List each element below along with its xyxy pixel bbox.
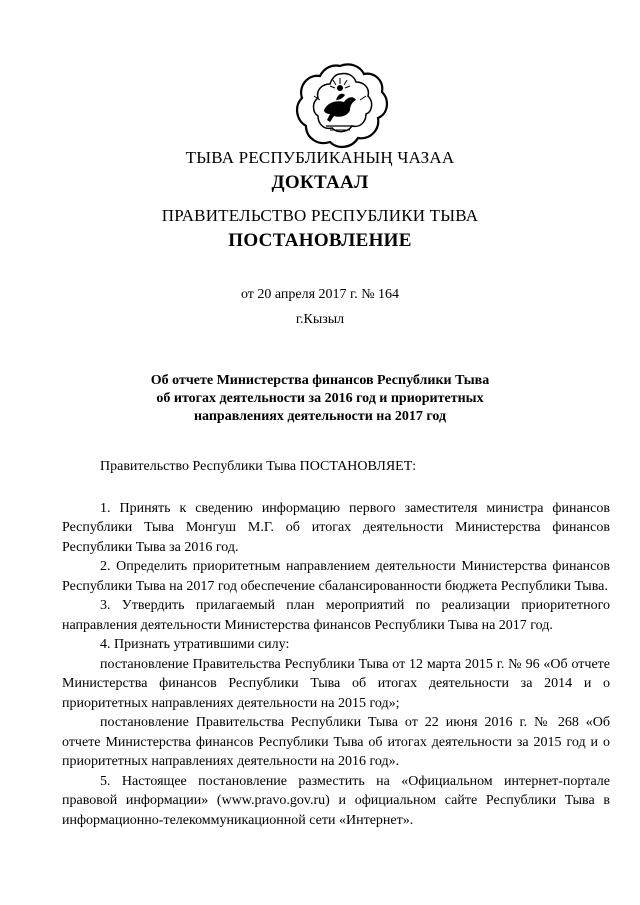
title-line: об итогах деятельности за 2016 год и приоритетных bbox=[156, 391, 484, 406]
paragraph-4b: постановление Правительства Республики Тыва от 22 июня 2016 г. № 268 «Об отчете Министерства финансов Республики Тыва об итогах деятельности за 2015 год и о приоритетных направлениях деятельности на 2016 год». bbox=[62, 715, 610, 769]
paragraph-4: 4. Признать утратившими силу: bbox=[100, 637, 290, 652]
tuvan-document-type: ДОКТААЛ bbox=[271, 172, 369, 193]
paragraph-5: 5. Настоящее постановление разместить на «Официальном интернет-портале правовой информации» (www.pravo.gov.ru) и официальном сайте Республики Тыва в информационно-телекоммуникационной сети «Интернет». bbox=[62, 773, 610, 828]
document-date-number: от 20 апреля 2017 г. № 164 bbox=[240, 287, 400, 302]
paragraph-2: 2. Определить приоритетным направлением деятельности Министерства финансов Республики Тыва на 2017 год обеспечение сбалансированности бюджета Республики Тыва. bbox=[62, 559, 610, 594]
document-title bbox=[120, 372, 520, 426]
paragraph-3: 3. Утвердить прилагаемый план мероприятий по реализации приоритетного направления деятельности Министерства финансов Республики Тыва на 2017 год. bbox=[62, 598, 610, 633]
paragraph-1: 1. Принять к сведению информацию первого заместителя министра финансов Республики Тыва Монгуш М.Г. об итогах деятельности Министерства финансов Республики Тыва за 2016 год. bbox=[62, 500, 610, 555]
russian-government-name: ПРАВИТЕЛЬСТВО РЕСПУБЛИКИ ТЫВА bbox=[161, 206, 479, 225]
title-line: направлениях деятельности на 2017 год bbox=[193, 409, 447, 424]
document-body bbox=[62, 457, 610, 830]
russian-document-type: ПОСТАНОВЛЕНИЕ bbox=[228, 230, 412, 251]
preamble: Правительство Республики Тыва ПОСТАНОВЛЯЕТ: bbox=[100, 459, 417, 474]
coat-of-arms-icon bbox=[290, 60, 390, 152]
title-line: Об отчете Министерства финансов Республики Тыва bbox=[150, 373, 490, 388]
tuvan-government-name: ТЫВА РЕСПУБЛИКАНЫҢ ЧАЗАА bbox=[185, 148, 455, 167]
paragraph-4a: постановление Правительства Республики Тыва от 12 марта 2015 г. № 96 «Об отчете Министерства финансов Республики Тыва об итогах деятельности за 2014 и о приоритетных направлениях деятельности на 2015 год»; bbox=[62, 656, 610, 711]
document-city: г.Кызыл bbox=[295, 312, 345, 327]
